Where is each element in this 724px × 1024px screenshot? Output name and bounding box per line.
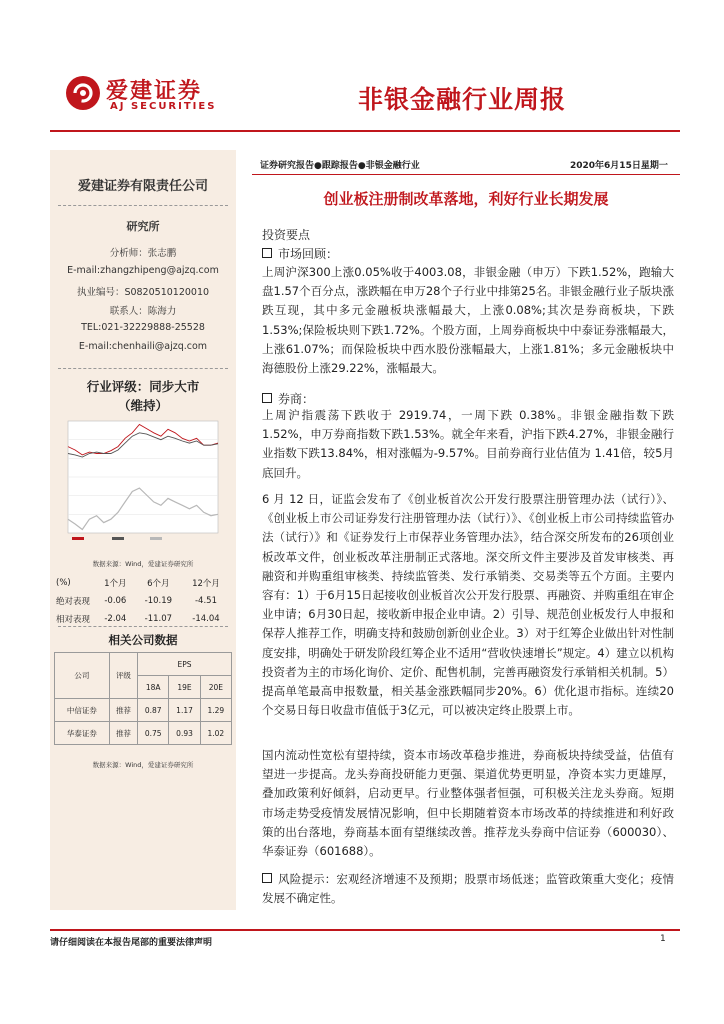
rc-rating: 推荐	[109, 722, 137, 745]
perf-header-12m: 12个月	[192, 579, 220, 589]
report-date: 2020年6月15日星期一	[570, 161, 668, 171]
rc-eps: 1.17	[169, 699, 200, 722]
related-companies-title: 相关公司数据	[108, 633, 178, 647]
brand-name-en: AJ SECURITIES	[110, 101, 217, 112]
report-tagline: 证券研究报告●跟踪报告●非银金融行业	[260, 161, 420, 171]
broker-paragraph-1: 上周沪指震荡下跌收于 2919.74，一周下跌 0.38%。非银金融指数下跌1.52%，申万券商指数下跌1.53%。就全年来看，沪指下跌4.27%，非银金融行业指数下跌13.84%，相对涨幅为-9.57%。目前券商行业估值为 1.41倍，较5月底回升。	[262, 408, 674, 480]
industry-rating: 行业评级：同步大市	[86, 379, 200, 394]
page-number: 1	[660, 934, 666, 944]
table-row	[55, 722, 232, 745]
report-headline: 创业板注册制改革落地，利好行业长期发展	[323, 190, 609, 208]
sidebar-contact-email: E-mail:chenhaili@ajzq.com	[78, 341, 208, 352]
sidebar-analyst: 分析师：张志鹏	[109, 248, 177, 259]
rc-company-name: 华泰证券	[55, 722, 110, 745]
perf-cell: -4.51	[194, 596, 217, 606]
perf-header-unit: (%)	[56, 578, 71, 588]
legend-swatch-3	[150, 537, 162, 540]
sidebar-company: 爱建证券有限责任公司	[77, 179, 208, 194]
related-source: 数据来源：Wind，爱建证券研究所	[92, 761, 194, 769]
sidebar-license: 执业编号：S0820510120010	[76, 287, 210, 298]
broker-heading: 券商：	[262, 390, 314, 407]
perf-header-1m: 1个月	[104, 579, 127, 589]
perf-cell: -0.06	[104, 596, 127, 606]
sidebar-institute: 研究所	[126, 220, 160, 233]
rc-header-rating: 评级	[109, 653, 137, 699]
report-title: 非银金融行业周报	[358, 85, 567, 114]
broker-paragraph-2: 6 月 12 日，证监会发布了《创业板首次公开发行股票注册管理办法（试行）》、《创业板上市公司证券发行注册管理办法（试行）》、《创业板上市公司持续监管办法（试行）》和《证券发行上市保荐业务管理办法》，结合深交所发布的26项创业板改革文件，创业板改革注册制正式落地。深交所文件主要涉及首发审核类、再融资和并购重组审核类、持续监管类、发行承销类、交易类等五个方面。主要内容有：1）于6月15日起接收创业板首次公开发行股票、再融资、并购重组在审企业申请；6月30日起，接收新申报企业申请。2）引导、规范创业板发行人申报和保荐人推荐工作，明确支持和鼓励创新创业企业。3）对于红筹企业做出针对性制度安排，明确处于研发阶段红筹企业不适用“营收快速增长”规定。4）建立以机构投资者为主的市场化询价、定价、配售机制，完善再融资发行承销相关机制。5）提高单笔最高申报数量，相关基金涨跌幅同步20%。6）优化退市指标。连续20个交易日每日收盘市值低于3亿元，可以被决定终止股票上市。	[262, 492, 674, 718]
rc-year: 20E	[200, 676, 231, 699]
sidebar-divider	[58, 205, 228, 206]
sidebar-tel: TEL:021-32229888-25528	[81, 322, 205, 333]
performance-table	[54, 574, 230, 628]
table-row	[54, 574, 230, 592]
perf-cell: -10.19	[144, 596, 173, 606]
broker-paragraph-3: 国内流动性宽松有望持续，资本市场改革稳步推进，券商板块持续受益，估值有望进一步提高。龙头券商投研能力更强、渠道优势更明显，净资本实力更雄厚，叠加政策利好倾斜，启动更早。行业整体强者恒强，可积极关注龙头券商。短期市场走势受疫情发展情况影响，但中长期随着资本市场改革的持续推进和利好政策的出台落地，券商基本面有望继续改善。推荐龙头券商中信证券（600030）、华泰证券（601688）。	[262, 748, 674, 859]
table-row	[55, 653, 232, 676]
chart-source: 数据来源：Wind，爱建证券研究所	[92, 560, 194, 568]
brand-name-cn: 爱建证券	[106, 78, 203, 104]
checkbox-square-icon	[262, 873, 272, 883]
checkbox-square-icon	[262, 393, 272, 403]
rc-header-eps: EPS	[138, 653, 232, 676]
rc-year: 18A	[138, 676, 169, 699]
rc-header-company: 公司	[55, 653, 110, 699]
perf-cell: -2.04	[104, 614, 127, 624]
checkbox-square-icon	[262, 248, 272, 258]
perf-cell: -11.07	[144, 614, 173, 624]
sidebar-contact: 联系人：陈海力	[109, 306, 177, 317]
index-chart	[50, 415, 236, 550]
index-chart-svg	[50, 415, 236, 550]
footer-divider	[50, 929, 680, 931]
legend-swatch-1	[72, 537, 84, 540]
rc-eps: 0.75	[138, 722, 169, 745]
rc-eps: 1.02	[200, 722, 231, 745]
main-divider	[252, 174, 680, 175]
perf-row-label: 相对表现	[56, 615, 91, 625]
legal-note: 请仔细阅读在本报告尾部的重要法律声明	[50, 938, 213, 948]
rc-year: 19E	[169, 676, 200, 699]
brand-logo-icon	[66, 76, 100, 110]
market-review-heading: 市场回顾：	[262, 245, 338, 262]
rc-eps: 0.93	[169, 722, 200, 745]
related-companies-table	[54, 652, 232, 745]
rc-eps: 1.29	[200, 699, 231, 722]
sidebar-divider	[58, 368, 228, 369]
perf-header-6m: 6个月	[147, 579, 170, 589]
header-divider	[50, 130, 680, 132]
legend-swatch-2	[112, 537, 124, 540]
industry-rating-status: （维持）	[117, 398, 168, 413]
rc-company-name: 中信证券	[55, 699, 110, 722]
market-review-paragraph: 上周沪深300上涨0.05%收于4003.08，非银金融（申万）下跌1.52%，跑输大盘1.57个百分点，涨跌幅在申万28个子行业中排第25名。非银金融行业子版块涨跌互现，其中多元金融板块涨幅最大，上涨0.08%;其次是券商板块，下跌1.53%;保险板块则下跌1.72%。个股方面，上周券商板块中中泰证券涨幅最大，上涨61.07%；而保险板块中西水股份涨幅最大，上涨1.81%；多元金融板块中海德股份上涨29.22%，涨幅最大。	[262, 265, 674, 376]
table-row	[55, 699, 232, 722]
risk-paragraph: 风险提示：宏观经济增速不及预期；股票市场低迷；监管政策重大变化；疫情发展不确定性。	[262, 872, 674, 906]
table-row	[54, 592, 230, 610]
sidebar-analyst-email: E-mail:zhangzhipeng@ajzq.com	[67, 265, 219, 276]
perf-row-label: 绝对表现	[56, 597, 91, 607]
invest-points-heading: 投资要点	[262, 228, 311, 242]
sidebar-divider	[58, 626, 228, 627]
perf-cell: -14.04	[192, 614, 220, 624]
rc-eps: 0.87	[138, 699, 169, 722]
rc-rating: 推荐	[109, 699, 137, 722]
